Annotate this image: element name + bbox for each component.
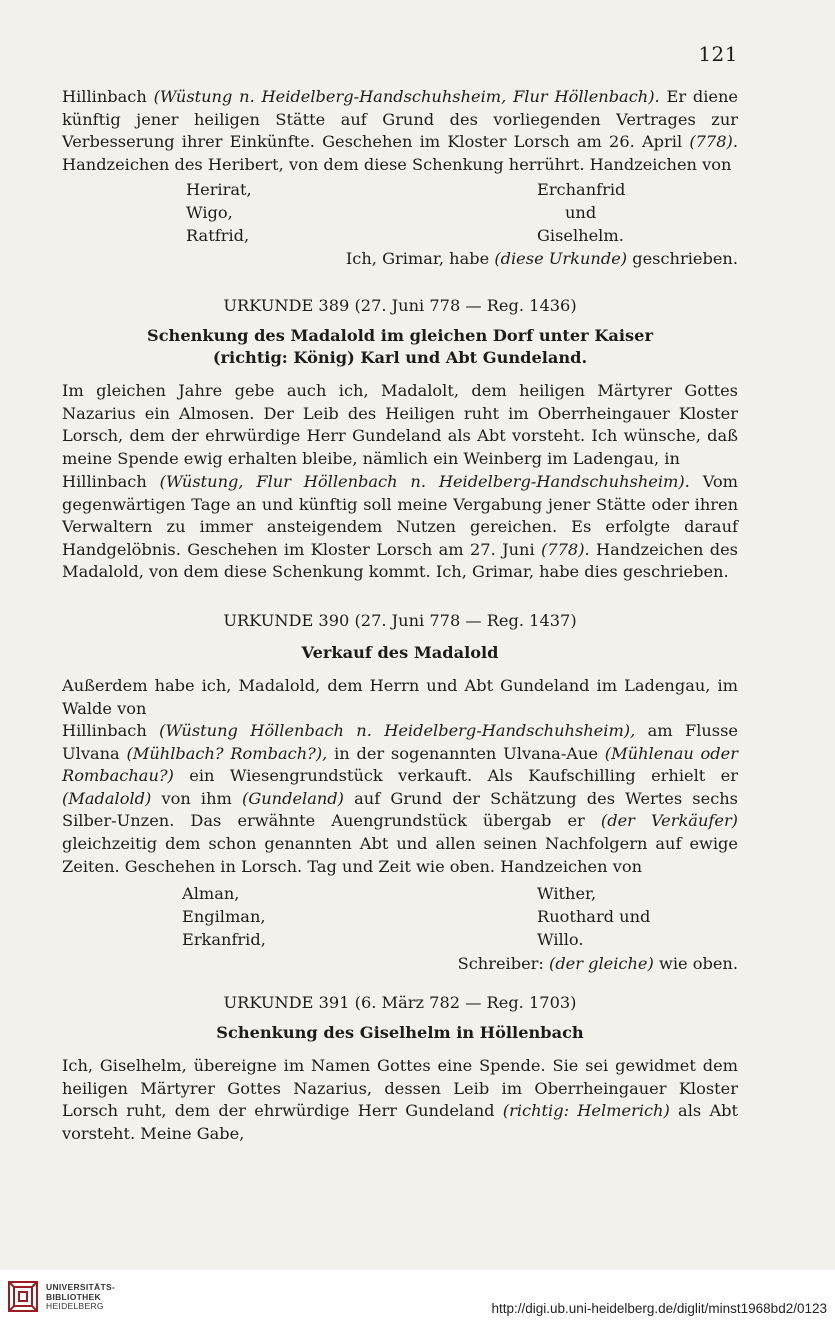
charter-389-title-line1: Schenkung des Madalold im gleichen Dorf unter Kaiser: [147, 326, 653, 345]
charter-390-paragraph1: [62, 675, 738, 720]
text-run: ein Wiesengrundstück verkauft. Als Kaufschilling erhielt er: [173, 766, 738, 786]
charter-389-paragraph2: [62, 471, 738, 584]
text-run: Hillinbach: [62, 87, 154, 106]
charter-390-paragraph2: [62, 720, 738, 878]
text-run: in der sogenannten Ulvana-Aue: [327, 743, 605, 763]
charter-391-heading: URKUNDE 391 (6. März 782 — Reg. 1703): [223, 993, 577, 1012]
text-run: wie oben.: [653, 954, 738, 973]
charter-391-title: Schenkung des Giselhelm in Höllenbach: [216, 1023, 584, 1042]
charter-389-heading: URKUNDE 389 (27. Juni 778 — Reg. 1436): [223, 296, 577, 315]
italic-run: (der gleiche): [549, 954, 654, 973]
text-run: geschrieben.: [627, 249, 738, 268]
text-run: gleichzeitig dem schon genannten Abt und allen seinen Nachfolgern auf ewige Zeiten. Geschehen in Lorsch. Tag und Zeit wie oben. Handzeichen von: [62, 833, 738, 876]
charter-389-title-line2: (richtig: König) Karl und Abt Gundeland.: [212, 348, 588, 367]
text-run: von ihm: [151, 788, 243, 808]
text-run: Ich, Giselhelm, übereigne im Namen Gottes eine Spende. Sie sei gewidmet dem heiligen Märtyrer Gottes Nazarius, dessen Leib im Oberrheingauer Kloster Lorsch ruht, dem der ehrwürdige Herr Gundeland: [62, 1056, 738, 1121]
italic-run: (der Verkäufer): [600, 811, 738, 831]
text-run: als Abt vorsteht. Meine Gabe,: [62, 1101, 738, 1143]
witness-name: Giselhelm.: [537, 226, 624, 245]
text-run: am Flusse Ulvana: [62, 721, 738, 763]
page-number: 121: [698, 42, 738, 66]
witness-name: Ruothard und: [537, 907, 651, 926]
charter-391-paragraph1: [62, 1055, 738, 1145]
italic-run: (Wüstung Höllenbach n. Heidelberg-Handschuhsheim),: [159, 721, 636, 740]
text-run: Schreiber:: [457, 954, 549, 973]
witness-name: Erkanfrid,: [182, 930, 266, 949]
scribe-line: [346, 249, 738, 268]
paragraph-hillinbach-intro: [62, 86, 738, 176]
text-run: Hillinbach: [62, 472, 160, 491]
text-run: Ich, Grimar, habe: [345, 249, 495, 268]
text-run: Außerdem habe ich, Madalold, dem Herrn und Abt Gundeland im Ladengau, im Walde von: [62, 676, 738, 718]
italic-run: (778).: [541, 539, 590, 559]
text-run: Handzeichen des Madalold, von dem diese Schenkung kommt. Ich, Grimar, habe dies geschrieben.: [62, 539, 738, 582]
witness-name: Alman,: [182, 884, 240, 903]
witness-name: Erchanfrid: [537, 180, 626, 199]
italic-run: (Gundeland): [242, 788, 344, 808]
text-run: Er diene künftig jener heiligen Stätte auf Grund des vorliegenden Vertrages zur Verbesserung ihrer Einkünfte. Geschehen im Kloster Lorsch am 26. April: [62, 87, 738, 152]
text-run: Vom gegenwärtigen Tage an und künftig soll meine Vergabung jener Stätte oder ihren Verwaltern zu immer ansteigendem Nutzen gereichen. Es erfolgte darauf Handgelöbnis. Geschehen im Kloster Lorsch am 27. Juni: [62, 472, 739, 559]
library-name: [46, 1283, 115, 1312]
witness-name: Engilman,: [182, 907, 266, 926]
italic-run: (Wüstung, Flur Höllenbach n. Heidelberg-Handschuhsheim).: [159, 472, 690, 491]
text-run: Hillinbach: [62, 721, 160, 740]
italic-run: (778).: [689, 132, 738, 152]
text-run: Im gleichen Jahre gebe auch ich, Madalolt, dem heiligen Märtyrer Gottes Nazarius ein Almosen. Der Leib des Heiligen ruht im Oberrheingauer Kloster Lorsch, dem der ehrwürdige Herr Gundeland als Abt vorsteht. Ich wünsche, daß meine Spende ewig erhalten bleibe, nämlich ein Weinberg im Ladengau, in: [62, 381, 738, 468]
witness-name: Willo.: [537, 930, 584, 949]
italic-run: (Mühlbach? Rombach?),: [126, 743, 328, 763]
footer-bar: [0, 1270, 835, 1325]
witness-name: Wigo,: [186, 203, 233, 222]
witness-name: Wither,: [537, 884, 597, 903]
witness-name: Herirat,: [186, 180, 252, 199]
library-name-line: HEIDELBERG: [46, 1301, 104, 1311]
italic-run: (Wüstung n. Heidelberg-Handschuhsheim, Flur Höllenbach).: [153, 87, 660, 106]
witness-conjunction: und: [565, 203, 597, 222]
italic-run: (Madalold): [62, 788, 152, 808]
italic-run: (diese Urkunde): [494, 249, 628, 268]
charter-390-heading: URKUNDE 390 (27. Juni 778 — Reg. 1437): [223, 611, 577, 630]
italic-run: (richtig: Helmerich): [502, 1101, 670, 1121]
charter-389-paragraph1: [62, 380, 738, 470]
charter-390-title: Verkauf des Madalold: [301, 643, 499, 662]
library-name-line: BIBLIOTHEK: [46, 1291, 101, 1302]
text-run: Handzeichen des Heribert, von dem diese Schenkung herrührt. Handzeichen von: [62, 154, 732, 174]
scribe-line: [458, 954, 738, 973]
library-name-line: UNIVERSITÄTS-: [46, 1282, 116, 1292]
library-logo-icon: [6, 1278, 40, 1314]
text-run: auf Grund der Schätzung des Wertes sechs Silber-Unzen. Das erwähnte Auengrundstück übergab er: [62, 788, 738, 831]
italic-run: (Mühlenau oder Rombachau?): [62, 743, 738, 786]
witness-name: Ratfrid,: [186, 226, 250, 245]
source-url-link[interactable]: http://digi.ub.uni-heidelberg.de/diglit/minst1968bd2/0123: [491, 1301, 827, 1316]
